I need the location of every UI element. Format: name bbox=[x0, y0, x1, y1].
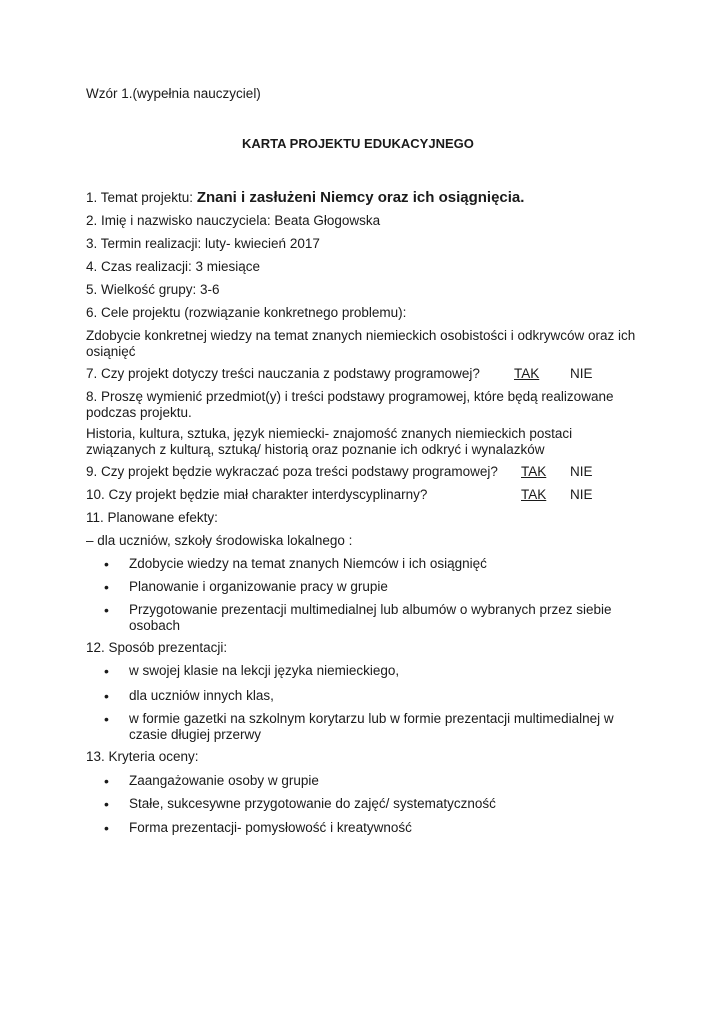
q9-question: 9. Czy projekt będzie wykraczać poza treści podstawy programowej? bbox=[86, 464, 498, 479]
bullet-icon: • bbox=[104, 602, 109, 618]
q9-yes: TAK bbox=[521, 464, 547, 479]
criteria-label: 13. Kryteria oceny: bbox=[86, 749, 199, 764]
q10-no: NIE bbox=[570, 487, 593, 502]
presentation-item: w swojej klasie na lekcji języka niemieckiego, bbox=[129, 663, 400, 678]
q8-question: 8. Proszę wymienić przedmiot(y) i treści podstawy programowej, które będą realizowane podczas projektu. bbox=[86, 389, 614, 420]
bullet-icon: • bbox=[104, 773, 109, 789]
bullet-icon: • bbox=[104, 663, 109, 679]
effect-item: Przygotowanie prezentacji multimedialnej lub albumów o wybranych przez siebie osobach bbox=[129, 602, 612, 633]
effects-sub: – dla uczniów, szkoły środowiska lokalnego : bbox=[86, 533, 353, 548]
duration-line: 4. Czas realizacji: 3 miesiące bbox=[86, 259, 261, 274]
bullet-icon: • bbox=[104, 688, 109, 704]
effects-label: 11. Planowane efekty: bbox=[86, 510, 218, 525]
q8-answer: Historia, kultura, sztuka, język niemiecki- znajomość znanych niemieckich postaci związanych z kulturą, sztuką/ historią oraz poznanie ich odkryć i wynalazków bbox=[86, 426, 573, 457]
term-line: 3. Termin realizacji: luty- kwiecień 2017 bbox=[86, 236, 320, 251]
group-size-line: 5. Wielkość grupy: 3-6 bbox=[86, 282, 220, 297]
q7-question: 7. Czy projekt dotyczy treści nauczania z podstawy programowej? bbox=[86, 366, 480, 381]
template-label: Wzór 1.(wypełnia nauczyciel) bbox=[86, 86, 261, 101]
presentation-item: dla uczniów innych klas, bbox=[129, 688, 274, 703]
topic-line bbox=[86, 190, 524, 206]
q7-no: NIE bbox=[570, 366, 593, 381]
q7-yes: TAK bbox=[514, 366, 540, 381]
teacher-line: 2. Imię i nazwisko nauczyciela: Beata Głogowska bbox=[86, 213, 381, 228]
criteria-item: Forma prezentacji- pomysłowość i kreatywność bbox=[129, 820, 412, 835]
presentation-item: w formie gazetki na szkolnym korytarzu lub w formie prezentacji multimedialnej w czasie długiej przerwy bbox=[129, 711, 614, 742]
q9-no: NIE bbox=[570, 464, 593, 479]
criteria-item: Stałe, sukcesywne przygotowanie do zajęć/ systematyczność bbox=[129, 796, 496, 811]
q10-question: 10. Czy projekt będzie miał charakter interdyscyplinarny? bbox=[86, 487, 428, 502]
bullet-icon: • bbox=[104, 820, 109, 836]
criteria-item: Zaangażowanie osoby w grupie bbox=[129, 773, 319, 788]
effect-item: Zdobycie wiedzy na temat znanych Niemców i ich osiągnięć bbox=[129, 556, 487, 571]
effect-item: Planowanie i organizowanie pracy w grupie bbox=[129, 579, 388, 594]
goals-label: 6. Cele projektu (rozwiązanie konkretnego problemu): bbox=[86, 305, 407, 320]
topic-label: 1. Temat projektu: bbox=[86, 190, 194, 205]
bullet-icon: • bbox=[104, 556, 109, 572]
bullet-icon: • bbox=[104, 711, 109, 727]
bullet-icon: • bbox=[104, 579, 109, 595]
bullet-icon: • bbox=[104, 796, 109, 812]
goals-text: Zdobycie konkretnej wiedzy na temat znanych niemieckich osobistości i odkrywców oraz ich osiąnięć bbox=[86, 328, 636, 359]
document-title: KARTA PROJEKTU EDUKACYJNEGO bbox=[242, 136, 474, 151]
presentation-label: 12. Sposób prezentacji: bbox=[86, 640, 228, 655]
topic-value: Znani i zasłużeni Niemcy oraz ich osiągnięcia. bbox=[196, 189, 525, 206]
q10-yes: TAK bbox=[521, 487, 547, 502]
